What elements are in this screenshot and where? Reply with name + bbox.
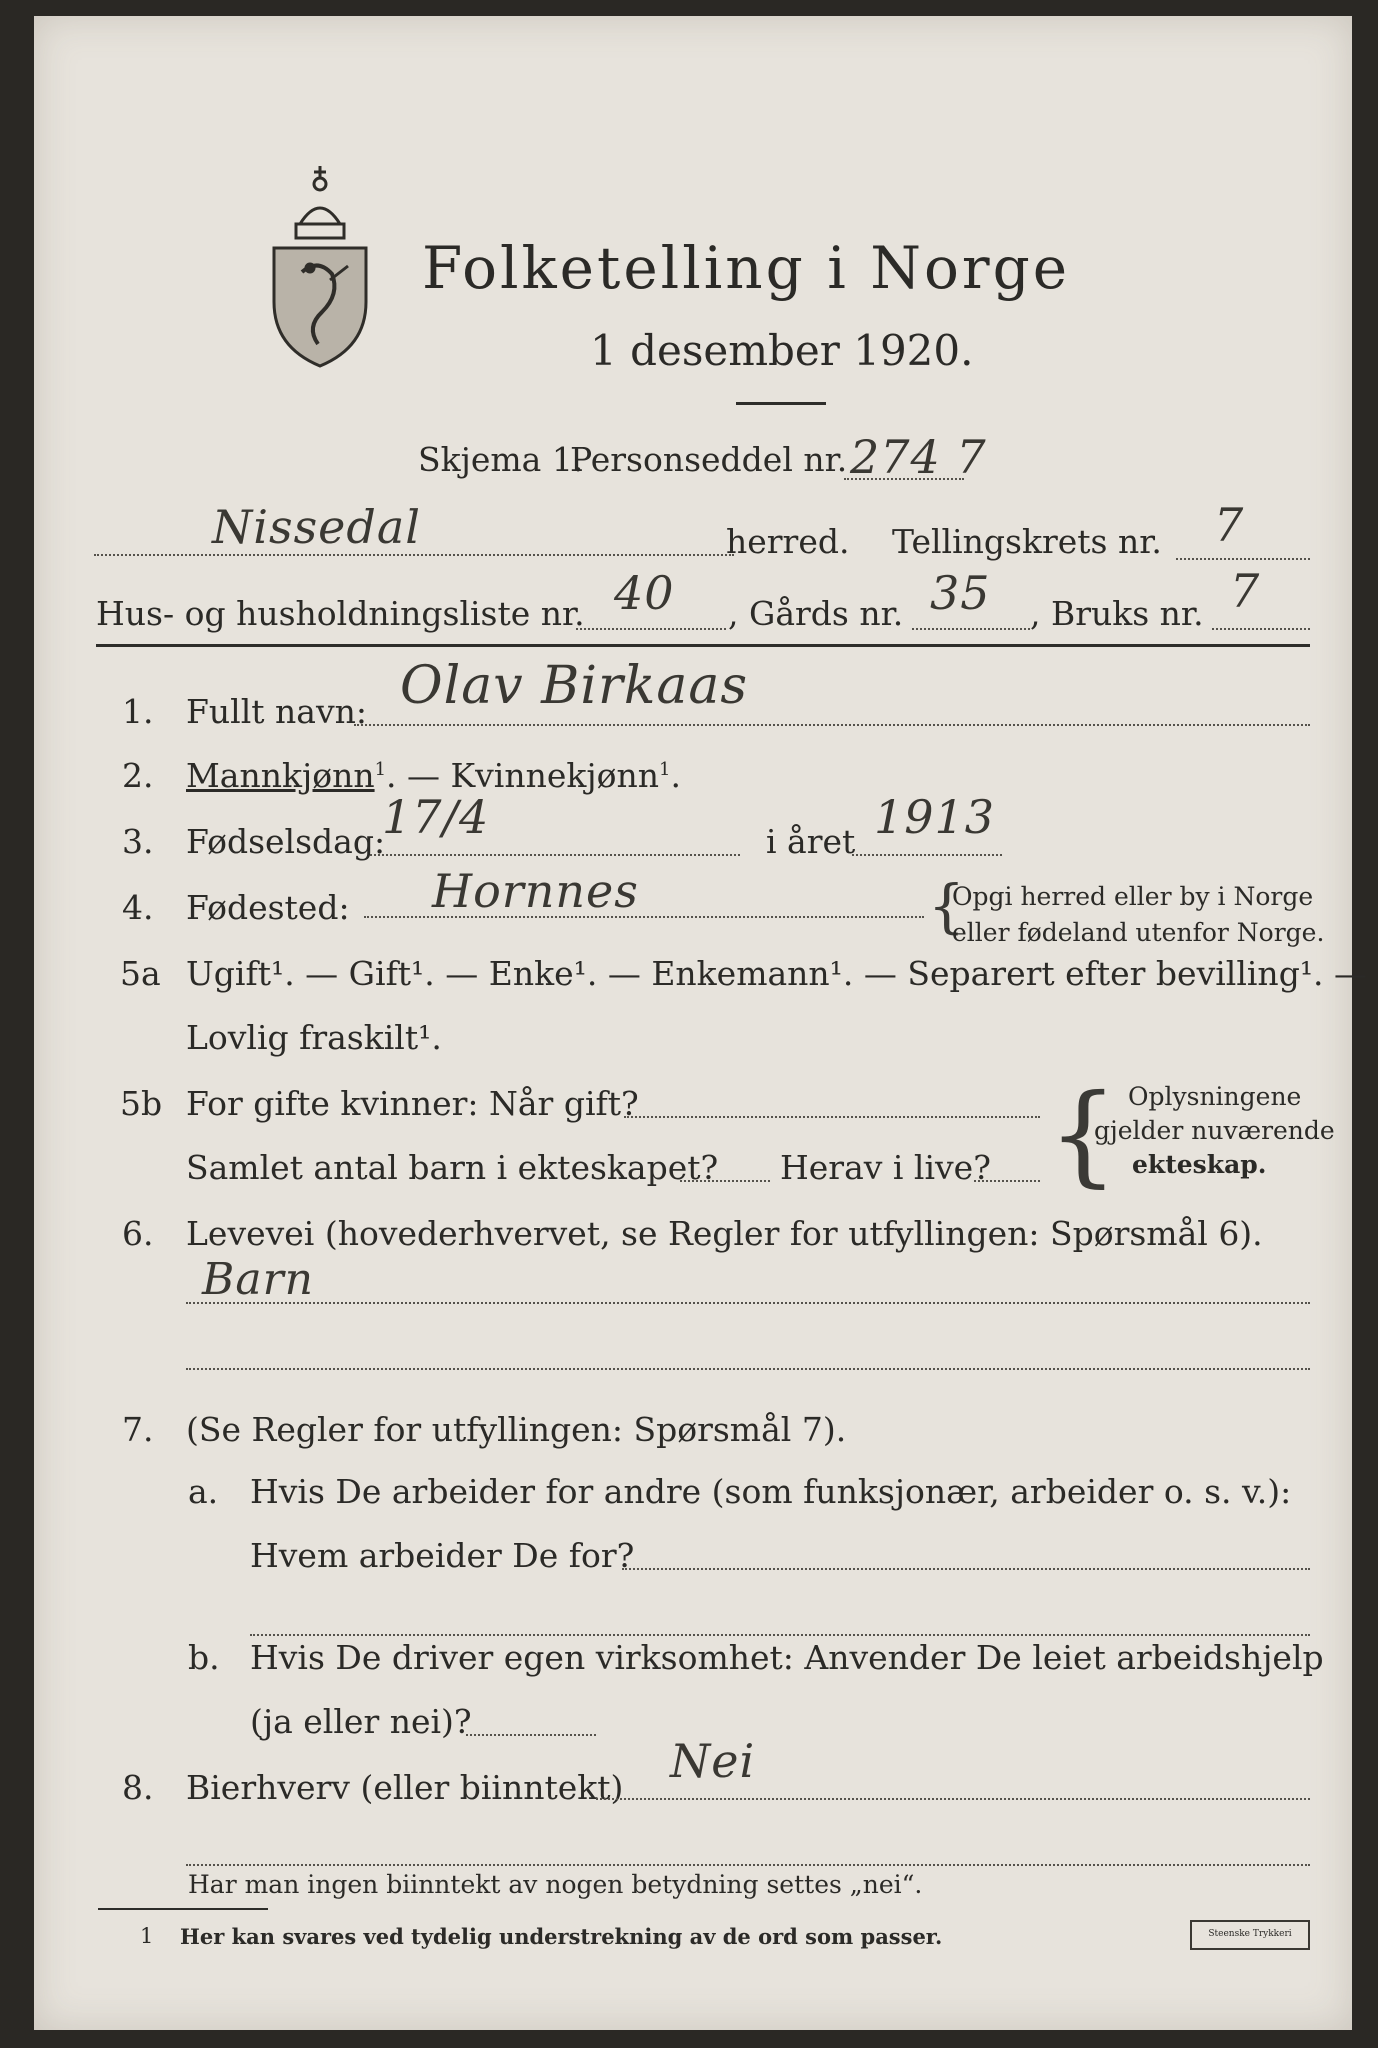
q2-text: Mannkjønn$^1$. — Kvinnekjønn$^1$. [186,756,681,795]
q3-label: Fødselsdag: [186,822,386,861]
hus-value[interactable]: 40 [614,566,675,620]
q7-number: 7. [122,1410,154,1449]
q2-male[interactable]: Mannkjønn [186,756,375,795]
coat-of-arms-icon [260,162,380,372]
gards-value[interactable]: 35 [930,566,991,620]
footnote-mark: 1 [140,1924,154,1948]
q5b-label-3: Herav i live? [780,1148,991,1187]
q5a-options-2[interactable]: Lovlig fraskilt¹. [186,1018,442,1057]
q3-number: 3. [122,822,154,861]
census-date: 1 desember 1920. [590,326,974,375]
q5b-line-1 [624,1116,1040,1118]
bruks-line [1212,628,1310,630]
q7a-label-2: Hvem arbeider De for? [250,1536,635,1575]
q6-number: 6. [122,1214,154,1253]
q4-note-2: eller fødeland utenfor Norge. [952,918,1325,947]
herred-value[interactable]: Nissedal [212,500,421,554]
tellingskrets-value[interactable]: 7 [1214,498,1245,552]
q5b-label-1: For gifte kvinner: Når gift? [186,1084,639,1123]
q6-value[interactable]: Barn [202,1254,314,1305]
title-divider [736,402,826,405]
bruks-value[interactable]: 7 [1230,564,1261,618]
q5b-number: 5b [120,1084,163,1123]
q8-label: Bierhverv (eller biinntekt) [186,1768,624,1807]
herred-line [94,554,734,556]
q8-line-1 [596,1798,1310,1800]
q8-line-2 [186,1864,1310,1866]
q5b-note-3: ekteskap. [1132,1150,1267,1179]
q6-line-1 [186,1302,1310,1304]
q1-line [354,724,1310,726]
q5b-label-2: Samlet antal barn i ekteskapet? [186,1148,719,1187]
q3-year-label: i året [766,822,856,861]
q5a-options[interactable]: Ugift¹. — Gift¹. — Enke¹. — Enkemann¹. — Separert efter bevilling¹. — [186,954,1368,993]
tellingskrets-line [1176,558,1310,560]
gards-label: , Gårds nr. [728,594,904,633]
herred-label: herred. [726,522,850,561]
skjema-label: Skjema 1. [418,440,584,479]
q5b-note-2: gjelder nuværende [1094,1116,1335,1145]
q3-year-line [852,854,1002,856]
form-title: Folketelling i Norge [422,234,1071,302]
q7a-line-1 [622,1568,1310,1570]
tellingskrets-label: Tellingskrets nr. [892,522,1162,561]
q5b-line-2 [680,1180,770,1182]
q4-label: Fødested: [186,888,350,927]
footer-note: Har man ingen biinntekt av nogen betydning settes „nei“. [188,1870,923,1899]
q2-female[interactable]: . — Kvinnekjønn [386,756,659,795]
q3-year-value[interactable]: 1913 [874,790,996,844]
q5b-brace: { [1048,1070,1118,1198]
q5a-number: 5a [120,954,161,993]
q4-number: 4. [122,888,154,927]
q1-label: Fullt navn: [186,692,367,731]
q4-note-1: Opgi herred eller by i Norge [952,882,1314,911]
q8-value[interactable]: Nei [670,1734,756,1788]
footnote-rule [98,1908,268,1910]
q7a-label-1: Hvis De arbeider for andre (som funksjonær, arbeider o. s. v.): [250,1472,1292,1511]
header-rule [96,644,1310,647]
personseddel-value[interactable]: 274 7 [850,430,987,484]
q6-label: Levevei (hovederhvervet, se Regler for utfyllingen: Spørsmål 6). [186,1214,1263,1253]
footnote-text: Her kan svares ved tydelig understrekning av de ord som passer. [180,1924,943,1949]
q5b-line-3 [974,1180,1040,1182]
q8-number: 8. [122,1768,154,1807]
q7a-line-2 [250,1634,1310,1636]
q7b-letter: b. [188,1638,220,1677]
q7b-line [466,1734,596,1736]
q3-value[interactable]: 17/4 [382,790,490,844]
q7b-label-2: (ja eller nei)? [250,1702,472,1741]
q1-number: 1. [122,692,154,731]
bruks-label: , Bruks nr. [1030,594,1204,633]
hus-line [576,628,726,630]
hus-label: Hus- og husholdningsliste nr. [96,594,585,633]
q4-brace: { [928,872,965,940]
q4-value[interactable]: Hornnes [432,864,639,918]
q7a-letter: a. [188,1472,219,1511]
census-form [34,16,1368,2030]
q7-label: (Se Regler for utfyllingen: Spørsmål 7). [186,1410,847,1449]
personseddel-label: Personseddel nr. [570,440,848,479]
gards-line [912,628,1030,630]
q2-number: 2. [122,756,154,795]
q6-line-2 [186,1368,1310,1370]
printer-stamp: Steenske Trykkeri [1190,1920,1310,1950]
q7b-label-1: Hvis De driver egen virksomhet: Anvender De leiet arbeidshjelp [250,1638,1324,1677]
q1-value[interactable]: Olav Birkaas [400,656,749,716]
q3-line [370,854,740,856]
q5b-note-1: Oplysningene [1128,1082,1302,1111]
